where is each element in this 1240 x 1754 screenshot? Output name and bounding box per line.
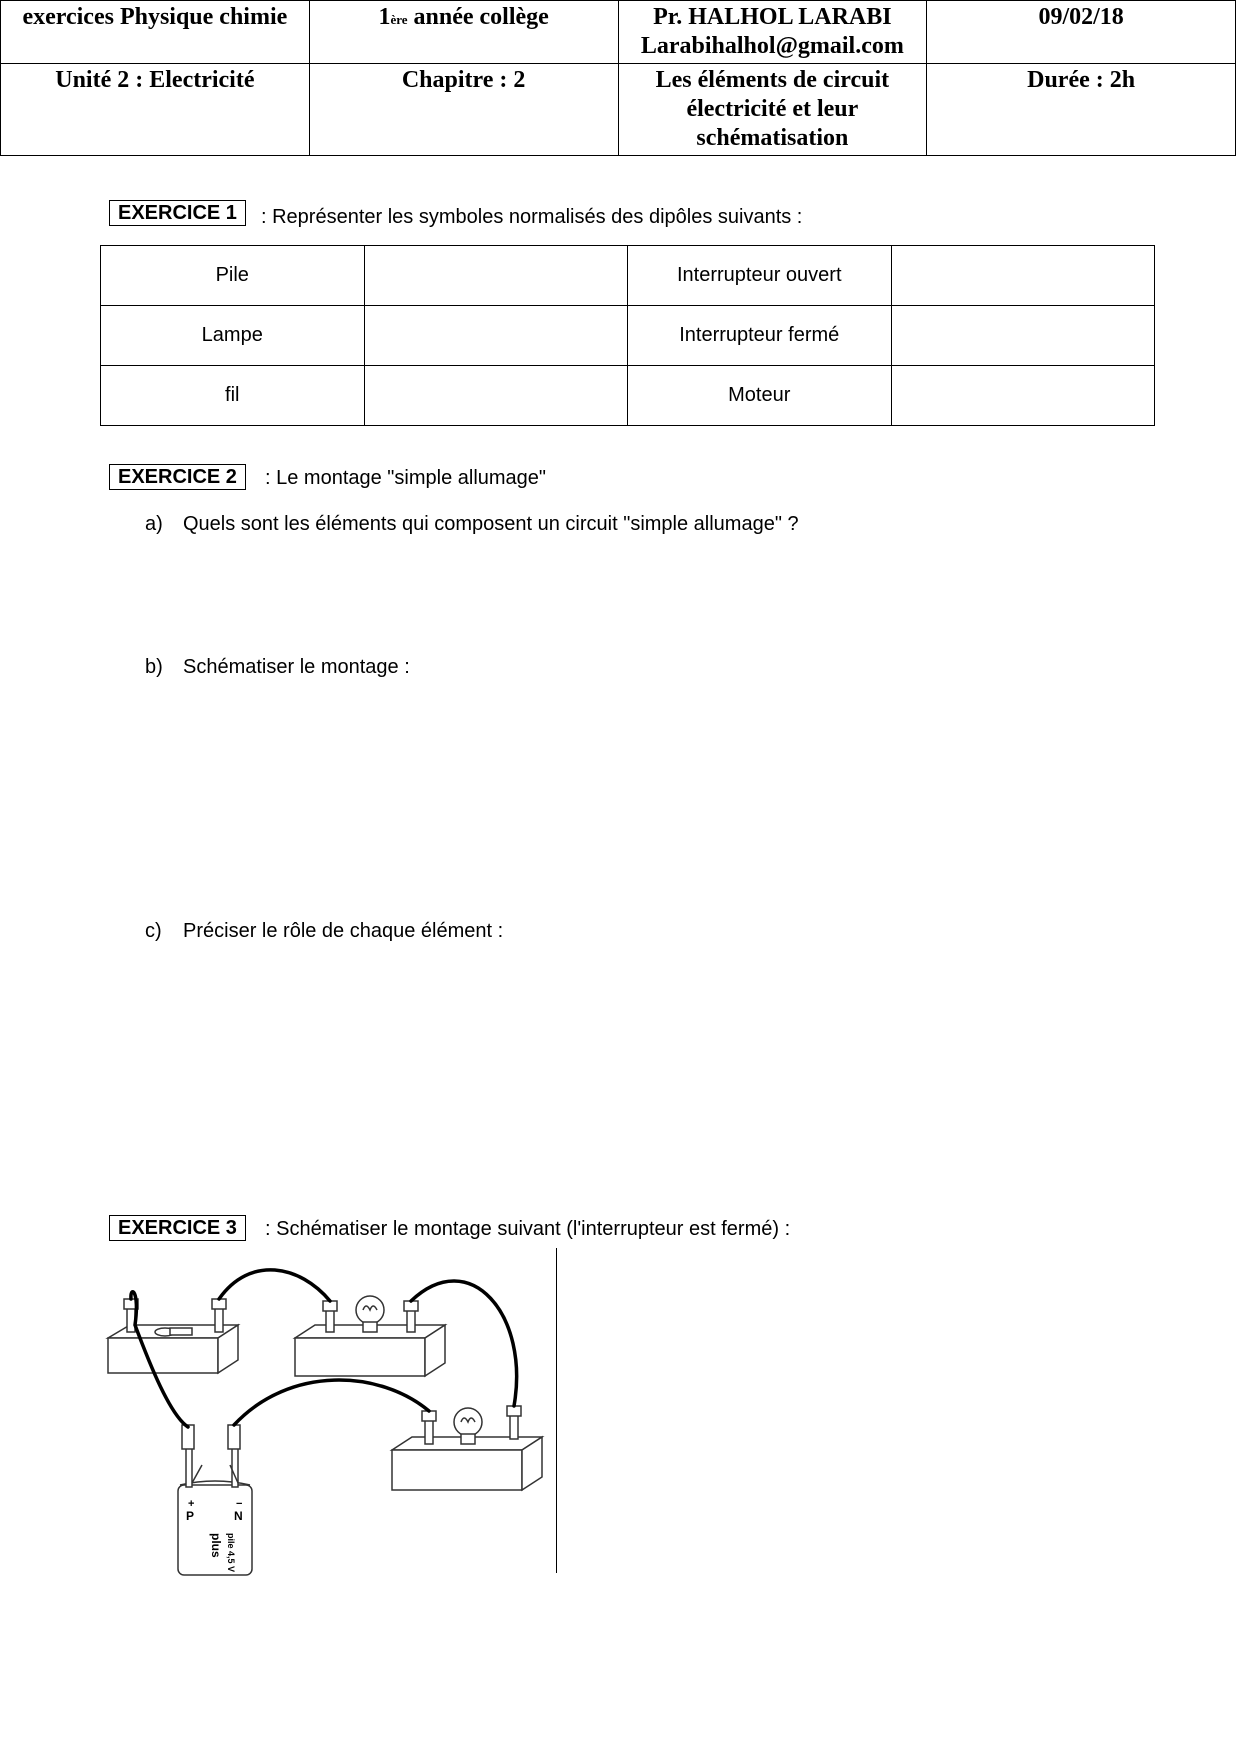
level-number: 1	[378, 4, 391, 30]
symbol-cell	[891, 306, 1155, 366]
header-unit: Unité 2 : Electricité	[1, 64, 310, 156]
battery-voltage: pile 4,5 V	[226, 1533, 236, 1573]
exercise2-label: EXERCICE 2	[109, 464, 246, 490]
battery-plus: +	[188, 1498, 195, 1510]
symbol-cell	[364, 366, 628, 426]
title-line-3: schématisation	[696, 125, 849, 151]
dipole-name: Lampe	[101, 306, 365, 366]
battery-brand: plus	[209, 1533, 223, 1558]
question-text: Quels sont les éléments qui composent un circuit "simple allumage" ?	[183, 513, 799, 535]
level-superscript: ère	[390, 12, 408, 27]
exercise2-instruction: : Le montage "simple allumage"	[265, 467, 547, 489]
table-row	[101, 306, 1155, 366]
symbol-cell	[891, 246, 1155, 306]
header-level	[309, 1, 618, 64]
header-duration: Durée : 2h	[927, 64, 1236, 156]
header-chapter: Chapitre : 2	[309, 64, 618, 156]
header-table	[0, 0, 1236, 156]
title-line-2: électricité et leur	[686, 96, 859, 122]
question-text: Préciser le rôle de chaque élément :	[183, 920, 504, 942]
switch-box	[108, 1299, 238, 1373]
symbol-cell	[364, 306, 628, 366]
table-row	[101, 366, 1155, 426]
dipole-name: Interrupteur fermé	[628, 306, 892, 366]
exercise3-instruction: : Schématiser le montage suivant (l'interrupteur est fermé) :	[265, 1218, 791, 1240]
dipole-name: fil	[101, 366, 365, 426]
header-subject: exercices Physique chimie	[1, 1, 310, 64]
question-text: Schématiser le montage :	[183, 656, 410, 678]
battery-minus: −	[236, 1498, 243, 1510]
question-marker: b)	[145, 656, 163, 678]
table-row	[101, 246, 1155, 306]
header-title	[618, 64, 927, 156]
answer-divider	[556, 1248, 557, 1573]
dipole-name: Moteur	[628, 366, 892, 426]
lamp-box-1	[295, 1296, 445, 1376]
exercise3-label: EXERCICE 3	[109, 1215, 246, 1241]
question-marker: a)	[145, 513, 163, 535]
circuit-illustration	[100, 1255, 550, 1585]
wire	[219, 1270, 330, 1301]
question-b	[145, 655, 410, 679]
teacher-name: Pr. HALHOL LARABI	[653, 4, 892, 30]
battery-n-label: N	[234, 1509, 243, 1523]
question-a	[145, 512, 799, 536]
symbol-cell	[891, 366, 1155, 426]
wire	[234, 1380, 429, 1425]
title-line-1: Les éléments de circuit	[655, 67, 890, 93]
level-text: année collège	[407, 4, 549, 30]
teacher-email: Larabihalhol@gmail.com	[640, 33, 904, 59]
header-teacher	[618, 1, 927, 64]
question-marker: c)	[145, 920, 162, 942]
dipole-name: Interrupteur ouvert	[628, 246, 892, 306]
symbol-cell	[364, 246, 628, 306]
battery-p-label: P	[186, 1509, 195, 1523]
exercise1-instruction: : Représenter les symboles normalisés des dipôles suivants :	[261, 206, 803, 228]
header-date: 09/02/18	[927, 1, 1236, 64]
dipole-name: Pile	[101, 246, 365, 306]
question-c	[145, 919, 503, 943]
lamp-box-2	[392, 1406, 542, 1490]
symbols-table	[100, 245, 1155, 426]
exercise1-label: EXERCICE 1	[109, 200, 246, 226]
